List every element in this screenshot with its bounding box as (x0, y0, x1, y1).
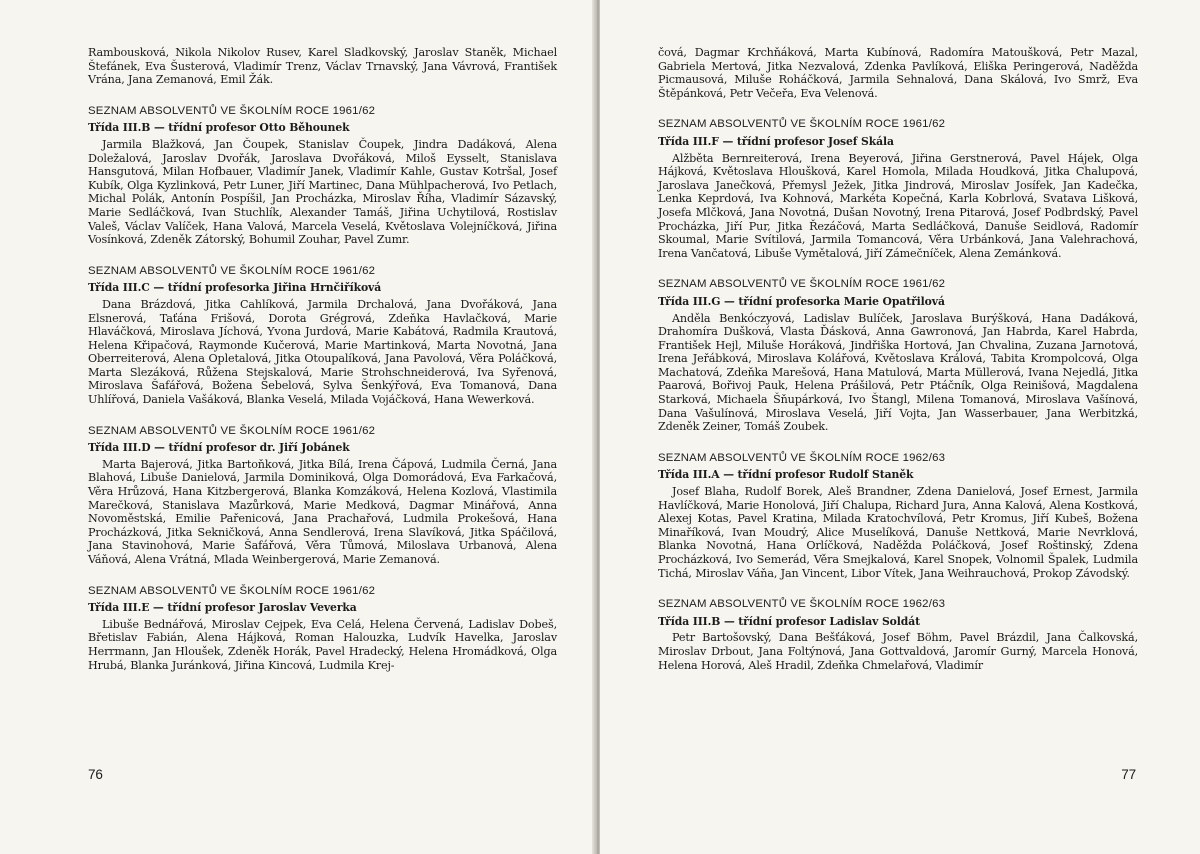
class-title: Třída III.B — třídní profesor Ladislav Soldát (658, 614, 920, 628)
graduates-section (88, 425, 557, 567)
graduate-names: Alžběta Bernreiterová, Irena Beyerová, Jiřina Gerstnerová, Pavel Hájek, Olga Hájková, Květoslava Hloušková, Karel Homola, Milada Houdková, Jitka Chalupová, Jaroslava Janečková, Přemysl Ježek, Jitka Jindrová, Miroslav Josífek, Jan Kadečka, Lenka Keprdová, Iva Kohnová, Markéta Kopečná, Karla Kobrlová, Svatava Lišková, Josefa Mlčková, Jana Novotná, Dušan Novotný, Irena Pitarová, Josef Podbrdský, Pavel Procházka, Jiří Pur, Jitka Řezáčová, Marta Sedláčková, Danuše Seidlová, Radomír Skoumal, Marie Svítilová, Jarmila Tomancová, Věra Urbánková, Jana Valehrachová, Irena Vančatová, Libuše Vymětalová, Jiří Zámečníček, Alena Zemánková. (658, 151, 1138, 260)
graduate-names: Josef Blaha, Rudolf Borek, Aleš Brandner, Zdena Danielová, Josef Ernest, Jarmila Havlíčková, Marie Honolová, Jiří Chalupa, Richard Jura, Anna Kalová, Alena Kostková, Alexej Kotas, Pavel Kratina, Milada Kratochvílová, Petr Kromus, Jiří Kubeš, Božena Minaříková, Ivan Moudrý, Alice Muselíková, Danuše Nettková, Marie Nevrklová, Blanka Novotná, Hana Orlíčková, Naděžda Poláčková, Josef Roštinský, Zdena Procházková, Ivo Semerád, Věra Smejkalová, Karel Snopek, Volnomil Špalek, Ludmila Tichá, Miroslav Váňa, Jan Vincent, Libor Vítek, Jana Weihrauchová, Prokop Závodský. (658, 485, 1138, 580)
class-title: Třída III.G — třídní profesorka Marie Opatřilová (658, 294, 945, 308)
section-heading: SEZNAM ABSOLVENTŮ VE ŠKOLNÍM ROCE 1961/62 (88, 424, 376, 437)
graduates-section (658, 452, 1138, 580)
graduates-section (658, 598, 1138, 672)
section-heading: SEZNAM ABSOLVENTŮ VE ŠKOLNÍM ROCE 1961/62 (88, 584, 376, 597)
page-number: 76 (88, 767, 103, 783)
class-title: Třída III.D — třídní profesor dr. Jiří Jobánek (88, 441, 350, 455)
left-page (0, 0, 597, 854)
continuation-text: Rambousková, Nikola Nikolov Rusev, Karel Sladkovský, Jaroslav Staněk, Michael Štefánek, Eva Šusterová, Vladimír Trenz, Václav Trnavský, Jana Vávrová, František Vrána, Jana Zemanová, Emil Žák. (88, 46, 557, 87)
graduates-section (658, 118, 1138, 260)
graduate-names: Libuše Bednářová, Miroslav Cejpek, Eva Celá, Helena Červená, Ladislav Dobeš, Břetislav Fabián, Alena Hájková, Roman Halouzka, Ludvík Havelka, Jaroslav Herrmann, Jan Hloušek, Zdeněk Horák, Pavel Hradecký, Helena Hromádková, Olga Hrubá, Blanka Juránková, Jiřina Kincová, Ludmila Krej- (88, 617, 557, 672)
section-heading: SEZNAM ABSOLVENTŮ VE ŠKOLNÍM ROCE 1961/62 (658, 278, 946, 291)
graduates-section (88, 105, 557, 247)
section-heading: SEZNAM ABSOLVENTŮ VE ŠKOLNÍM ROCE 1961/62 (88, 264, 376, 277)
section-heading: SEZNAM ABSOLVENTŮ VE ŠKOLNÍM ROCE 1961/62 (88, 104, 376, 117)
continuation-text: čová, Dagmar Krchňáková, Marta Kubínová, Radomíra Matoušková, Petr Mazal, Gabriela Mertová, Jitka Nezvalová, Zdenka Pavlíková, Eliška Peringerová, Naděžda Picmausová, Miluše Roháčková, Jarmila Sehnalová, Dana Skálová, Ivo Smrž, Eva Štěpánková, Petr Večeřa, Eva Velenová. (658, 46, 1138, 100)
section-heading: SEZNAM ABSOLVENTŮ VE ŠKOLNÍM ROCE 1962/63 (658, 451, 946, 464)
graduate-names: Dana Brázdová, Jitka Cahlíková, Jarmila Drchalová, Jana Dvořáková, Jana Elsnerová, Taťána Frišová, Dorota Grégrová, Zdeňka Havlačková, Marie Hlaváčková, Miroslava Jíchová, Yvona Jurdová, Marie Kabátová, Radmila Krautová, Helena Křipačová, Raymonde Kučerová, Marie Martinková, Marta Novotná, Jana Oberreiterová, Alena Opletalová, Jitka Otoupalíková, Jana Pavolová, Věra Poláčková, Marta Slezáková, Růžena Stejskalová, Marie Strohschneiderová, Iva Syřenová, Miroslava Šafářová, Božena Šebelová, Sylva Šenkýřová, Eva Tomanová, Dana Uhlířová, Daniela Vašáková, Blanka Veselá, Milada Vojáčková, Hana Wewerková. (88, 297, 557, 407)
class-title: Třída III.A — třídní profesor Rudolf Staněk (658, 468, 914, 482)
right-page (600, 0, 1200, 854)
graduate-names: Anděla Benkóczyová, Ladislav Bulíček, Jaroslava Burýšková, Hana Dadáková, Drahomíra Dušková, Vlasta Ďásková, Anna Gawronová, Jan Habrda, Karel Habrda, František Hejl, Miluše Horáková, Jindřiška Hortová, Jan Chvalina, Zuzana Jarnotová, Irena Jeřábková, Miroslava Kolářová, Květoslava Králová, Tabita Krompolcová, Olga Machatová, Zdeňka Marešová, Hana Matulová, Marta Müllerová, Ivana Nejedlá, Jitka Paarová, Bořivoj Pauk, Helena Prášilová, Petr Ptáčník, Olga Reinišová, Magdalena Starková, Michaela Šňupárková, Ivo Štangl, Milena Tomanová, Miroslava Vašínová, Dana Vašulínová, Miroslava Veselá, Jiří Vojta, Jan Wasserbauer, Jana Werbitzká, Zdeněk Zeiner, Tomáš Zoubek. (658, 311, 1138, 434)
class-title: Třída III.E — třídní profesor Jaroslav Veverka (88, 601, 357, 615)
graduate-names: Petr Bartošovský, Dana Bešťáková, Josef Böhm, Pavel Brázdil, Jana Čalkovská, Miroslav Drbout, Jana Foltýnová, Jana Gottvaldová, Jaromír Gurný, Marcela Honová, Helena Horová, Aleš Hradil, Zdeňka Chmelařová, Vladimír (658, 631, 1138, 672)
graduate-names: Jarmila Blažková, Jan Čoupek, Stanislav Čoupek, Jindra Dadáková, Alena Doležalová, Jaroslav Dvořák, Jaroslava Dvořáková, Miloš Eysselt, Stanislava Hansgutová, Milan Hofbauer, Vladimír Janek, Vladimír Kahle, Gustav Kotršal, Josef Kubík, Olga Kyzlinková, Petr Luner, Jiří Martinec, Dana Mühlpacherová, Ivo Petlach, Michal Polák, Antonín Pospíšil, Jan Procházka, Miroslav Říha, Vladimír Sázavský, Marie Sedláčková, Ivan Stuchlík, Alexander Tamáš, Jiřina Uchytilová, Rostislav Valeš, Václav Valíček, Hana Valová, Marcela Veselá, Květoslava Volejníčková, Jiřina Vosínková, Zdeněk Zátorský, Bohumil Zouhar, Pavel Zumr. (88, 137, 557, 247)
class-title: Třída III.B — třídní profesor Otto Běhounek (88, 121, 350, 135)
graduate-names: Marta Bajerová, Jitka Bartoňková, Jitka Bílá, Irena Čápová, Ludmila Černá, Jana Blahová, Libuše Danielová, Jarmila Dominiková, Olga Domorádová, Eva Farkačová, Věra Hrůzová, Hana Kitzbergerová, Blanka Komzáková, Helena Kozlová, Vlastimila Marečková, Stanislava Mazůrková, Marie Medková, Dagmar Minářová, Anna Novoměstská, Emilie Pařenicová, Jana Prachařová, Ludmila Prokešová, Hana Procházková, Jitka Sekničková, Anna Sendlerová, Irena Slavíková, Jitka Spáčilová, Jana Stavinohová, Marie Šafářová, Věra Tůmová, Miloslava Urbanová, Alena Váňová, Alena Vrátná, Mlada Weinbergerová, Marie Zemanová. (88, 457, 557, 566)
graduates-section (88, 585, 557, 673)
section-heading: SEZNAM ABSOLVENTŮ VE ŠKOLNÍM ROCE 1962/63 (658, 598, 946, 611)
graduates-section (658, 278, 1138, 434)
section-heading: SEZNAM ABSOLVENTŮ VE ŠKOLNÍM ROCE 1961/62 (658, 118, 946, 131)
class-title: Třída III.C — třídní profesorka Jiřina Hrnčiříková (88, 281, 382, 295)
graduates-section (88, 265, 557, 407)
class-title: Třída III.F — třídní profesor Josef Skála (658, 134, 894, 148)
page-number: 77 (1121, 767, 1136, 783)
